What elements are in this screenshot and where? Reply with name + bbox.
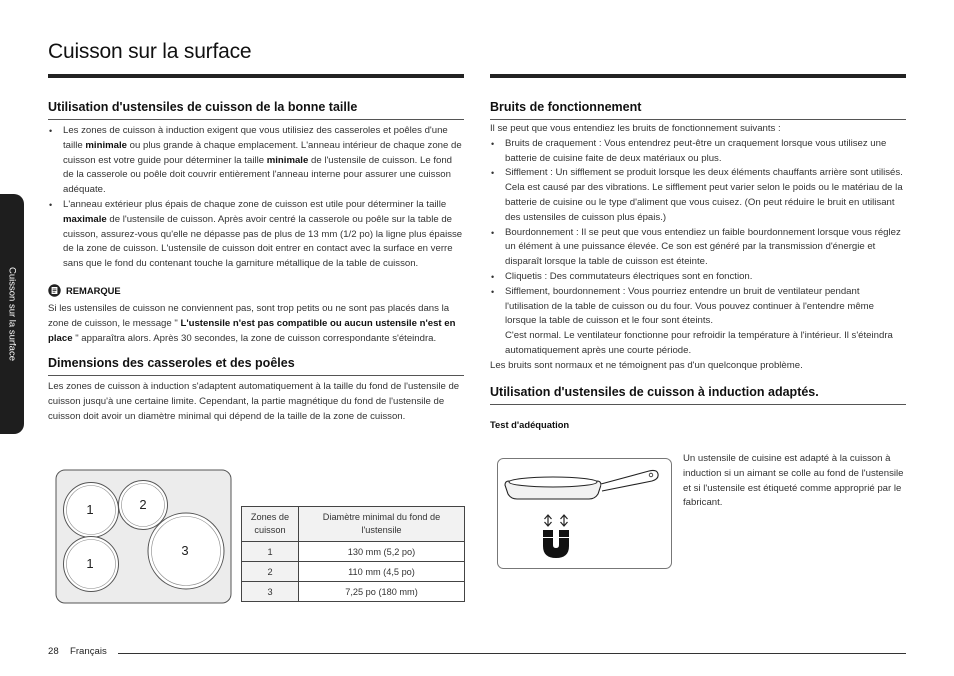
section-heading-noises: Bruits de fonctionnement	[490, 100, 906, 120]
note-icon	[48, 284, 61, 297]
page-title: Cuisson sur la surface	[48, 40, 252, 63]
noise-item: • Bruits de craquement : Vous entendrez peut-être un craquement lorsque vous utilisez une batterie de cuisine faite de deux matériaux ou plus.	[490, 137, 906, 167]
noise-item: • Bourdonnement : Il se peut que vous entendiez un faible bourdonnement lorsque vous réglez un élément à une puissance élevée. Ce son est généré par la transmission d'énergie et disparaît lorsque la table de cuisson est éteinte.	[490, 226, 906, 270]
table-cell-zone: 1	[242, 542, 299, 562]
noise-item: • Cliquetis : Des commutateurs électriques sont en fonction.	[490, 270, 906, 285]
table-header-zone: Zones de cuisson	[242, 507, 299, 542]
table-cell-diameter: 110 mm (4,5 po)	[299, 562, 465, 582]
noises-intro: Il se peut que vous entendiez les bruits de fonctionnement suivants :	[490, 123, 781, 134]
min-diameter-table	[241, 506, 465, 602]
note-text: Si les ustensiles de cuisson ne conviennent pas, sont trop petits ou ne sont pas placés dans la zone de cuisson, le message " L'ustensile n'est pas compatible ou aucun ustensile n'est en place " apparaîtra alors. Après 30 secondes, la zone de cuisson correspondante s'éteindra.	[48, 302, 456, 344]
pan-size-bullet-1: • Les zones de cuisson à induction exigent que vous utilisiez des casseroles et poêles d'une taille minimale ou plus grande à chaque emplacement. L'anneau intérieur de chaque zone de cuisson est votre guide pour déterminer la taille minimale de l'ustensile de cuisson. Le fond de la casserole ou poêle doit couvrir entièrement l'anneau interne pour assurer une cuisson adéquate.	[48, 124, 464, 198]
zone-label-1-front: 1	[86, 502, 94, 517]
pan-dimensions-text: Les zones de cuisson à induction s'adaptent automatiquement à la taille du fond de l'ustensile de cuisson jusqu'à une certaine limite. Cependant, la partie magnétique du fond de l'ustensile de cuisson doit avoir un diamètre minimal qui dépend de la taille de la zone de cuisson.	[48, 381, 460, 422]
left-column	[48, 100, 464, 425]
right-column	[490, 100, 906, 430]
suitability-test-text: Un ustensile de cuisine est adapté à la cuisson à induction si un aimant se colle au fond de l'ustensile et si l'ustensile est étiqueté comme approprié par le fabricant.	[683, 453, 904, 509]
zone-label-1-rear: 1	[86, 556, 94, 571]
chapter-side-tab-label: Cuisson sur la surface	[6, 267, 18, 361]
right-column-rule	[490, 74, 906, 78]
note-header	[48, 284, 464, 297]
noise-item: • Sifflement : Un sifflement se produit lorsque les deux éléments chauffants arrière sont utilisés. Cela est causé par des vibrations. Le sifflement peut varier selon le poids ou le matériau de la batterie de cuisine ou le type d'aliment que vous cuisez. (On peut réduire le bruit en utilisant des ustensiles de cuisson plus épais.)	[490, 166, 906, 225]
note-label: REMARQUE	[66, 284, 121, 296]
magnet-test-illustration	[497, 458, 672, 569]
zone-label-3: 3	[181, 543, 189, 558]
table-header-row	[242, 507, 465, 542]
table-row	[242, 582, 465, 602]
pan-size-bullets	[48, 124, 464, 272]
note-block	[48, 284, 464, 346]
cooktop-zones-diagram	[55, 469, 232, 604]
section-heading-induction-cookware: Utilisation d'ustensiles de cuisson à induction adaptés.	[490, 385, 906, 405]
page-number: 28	[48, 646, 59, 657]
left-column-rule	[48, 74, 464, 78]
noises-outro: Les bruits sont normaux et ne témoignent pas d'un quelconque problème.	[490, 359, 803, 371]
noises-list	[490, 137, 906, 359]
table-cell-diameter: 7,25 po (180 mm)	[299, 582, 465, 602]
table-row	[242, 562, 465, 582]
table-cell-diameter: 130 mm (5,2 po)	[299, 542, 465, 562]
pan-size-bullet-2: • L'anneau extérieur plus épais de chaque zone de cuisson est utile pour déterminer la taille maximale de l'ustensile de cuisson. Après avoir centré la casserole ou poêle sur la table de cuisson, assurez-vous qu'elle ne dépasse pas de plus de 13 mm (1/2 po) la ligne plus épaisse de la zone de cuisson. L'ustensile de cuisson doit entrer en contact avec la surface en verre sans que le fond du contenant touche la garniture métallique de la table de cuisson.	[48, 198, 464, 272]
table-row	[242, 542, 465, 562]
section-heading-pan-size: Utilisation d'ustensiles de cuisson de la bonne taille	[48, 100, 464, 120]
table-header-diameter: Diamètre minimal du fond de l'ustensile	[299, 507, 465, 542]
table-cell-zone: 3	[242, 582, 299, 602]
table-cell-zone: 2	[242, 562, 299, 582]
chapter-side-tab	[0, 194, 24, 434]
footer-language: Français	[70, 646, 107, 657]
suitability-test-heading: Test d'adéquation	[490, 418, 570, 430]
zone-label-2: 2	[139, 497, 147, 512]
section-heading-pan-dimensions: Dimensions des casseroles et des poêles	[48, 356, 464, 376]
footer-rule	[118, 653, 906, 654]
noise-item: • Sifflement, bourdonnement : Vous pourriez entendre un bruit de ventilateur pendant l'utilisation de la table de cuisson ou du four. Vous pouvez continuer à l'entendre même lorsque la table de cuisson et le four sont éteints. C'est normal. Le ventilateur fonctionne pour refroidir la température à l'intérieur. Il s'éteindra automatiquement après une courte période.	[490, 285, 906, 359]
